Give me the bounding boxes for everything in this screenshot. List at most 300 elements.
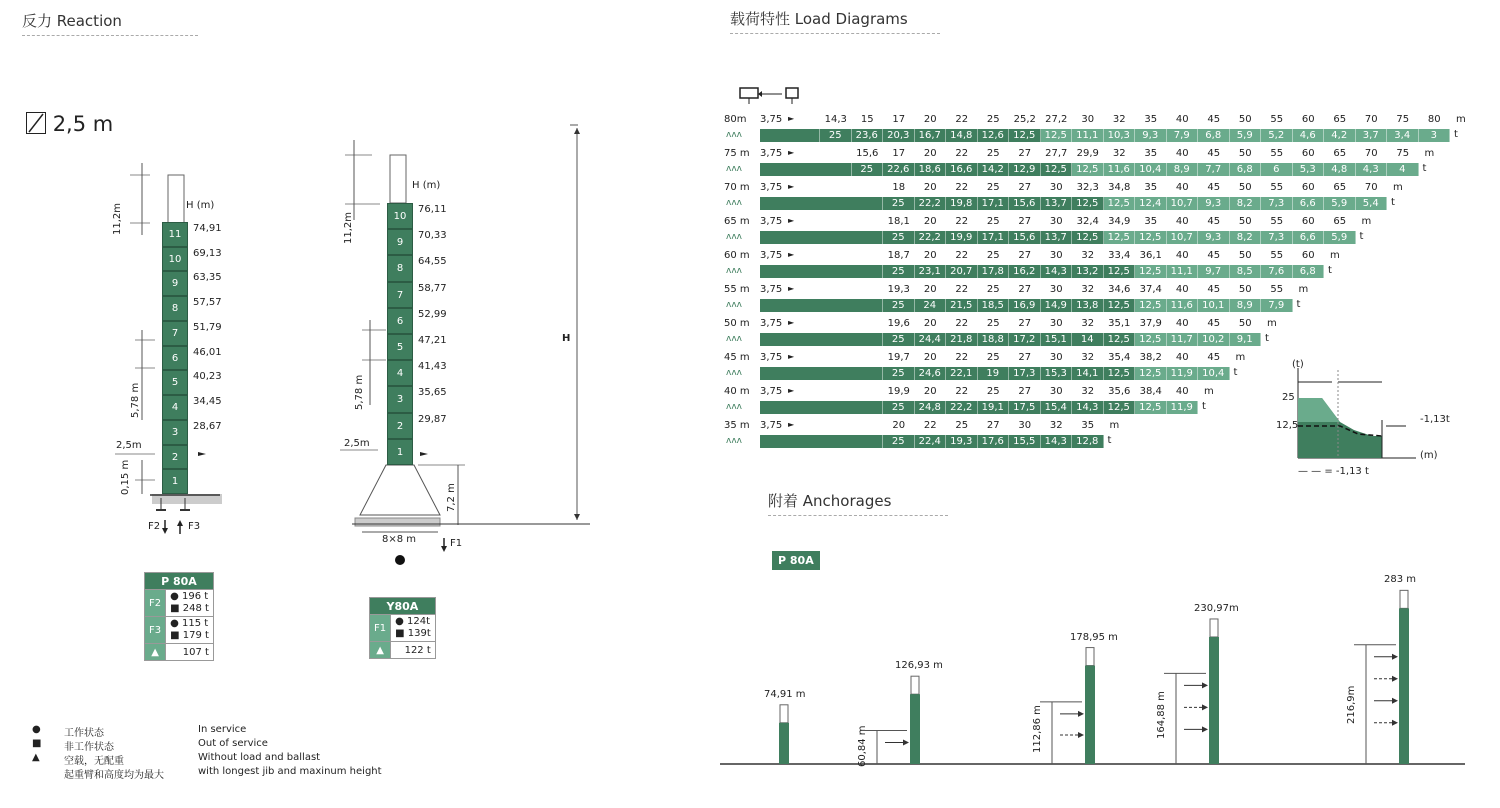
unit-m: m [1267,318,1277,329]
radius-value: 80 [1427,114,1441,125]
load-value: 25 [883,197,915,210]
radius-value: 19,7 [887,352,910,363]
radius-value: 35 [1144,148,1158,159]
tower-top [911,676,919,694]
radius-value: 20 [923,216,937,227]
jib-length: 40 m [724,386,750,397]
y80a-h-label: H (m) [412,180,441,191]
radius-value: 25 [986,352,1000,363]
radius-value: 20 [923,182,937,193]
load-value: 22,6 [883,163,915,176]
tower-height-label: 178,95 m [1070,631,1118,643]
load-value: 25 [883,435,915,448]
jib-length: 60 m [724,250,750,261]
radius-value: 32 [1081,318,1095,329]
load-bar [760,265,1324,278]
radius-value: 27 [1018,386,1032,397]
load-value: 12,5 [1135,299,1167,312]
radius-value: 17 [892,114,906,125]
load-value: 12,9 [1009,163,1041,176]
p80a-dim-top: 11,2m [112,202,123,235]
mast-section: 9 [387,229,413,255]
anchor-dim-label: 60,84 m [857,725,868,768]
radius-value: 70 [1364,182,1378,193]
jib-length: 70 m [724,182,750,193]
load-value: 18,6 [915,163,947,176]
tower-top [1210,619,1218,637]
arrow-icon: ► [788,114,795,123]
load-value: 3 [1419,129,1451,142]
radius-value: 30 [1081,114,1095,125]
y80a-weight-value: 122 t [391,642,436,659]
load-value: 15,6 [1009,197,1041,210]
load-bar-lead [760,231,883,244]
radius-value: 22 [955,250,969,261]
load-bar [760,231,1356,244]
unit-t: t [1265,333,1269,344]
load-value: 6,8 [1198,129,1230,142]
mast-section: 1 [162,469,188,494]
legend-en: Without load and ballast [198,752,321,763]
radius-value: 55 [1270,284,1284,295]
radius-value: 30 [1018,420,1032,431]
radius-value: 27 [1018,352,1032,363]
mast-height-value: 52,99 [418,308,447,320]
hook-icon: ᴧᴧᴧ [726,198,742,208]
radius-value: 22 [955,182,969,193]
p80a-table-header: P 80A [145,573,214,590]
radius-value: 32 [1081,284,1095,295]
unit-t: t [1454,129,1458,140]
radius-value: 25 [986,318,1000,329]
anchorages-area [720,574,1480,770]
y80a-mast [387,203,413,465]
load-bar-lead [760,401,883,414]
mast-section: 4 [387,360,413,386]
radius-value: 32 [1081,352,1095,363]
p80a-dim-side: 2,5m [116,440,142,451]
p80a-heights [193,222,233,494]
unit-t: t [1328,265,1332,276]
radius-value: 27 [1018,318,1032,329]
load-value: 5,9 [1230,129,1262,142]
radius-value: 22 [923,420,937,431]
mast-section: 11 [162,222,188,247]
mast-section: 2 [162,445,188,470]
radius-value: 32 [1081,250,1095,261]
anchorage-tower [910,694,920,764]
p80a-force-left: F2 [148,521,161,532]
y80a-key-f1: F1 [370,615,391,642]
load-value: 18,8 [978,333,1010,346]
load-value: 15,1 [1041,333,1073,346]
load-value: 6,8 [1230,163,1262,176]
arrow-icon: ► [788,284,795,293]
load-value: 22,2 [915,197,947,210]
anchor-arrowhead [1078,732,1084,738]
anchorage-towers [720,580,1480,770]
hook-icon: ᴧᴧᴧ [726,334,742,344]
mast-section: 8 [162,296,188,321]
radius-value: 34,6 [1108,284,1131,295]
load-value: 14,3 [1041,435,1073,448]
p80a-h-label: H (m) [186,200,215,211]
radius-value: 19,6 [887,318,910,329]
load-value: 11,1 [1167,265,1199,278]
p80a-dim-bottom: 0,15 m [120,459,131,495]
arrow-icon: ► [788,182,795,191]
radius-value: 45 [1207,148,1221,159]
load-value: 14,3 [1041,265,1073,278]
load-value: 20,7 [946,265,978,278]
radius-value: 32 [1112,114,1126,125]
unit-t: t [1107,435,1112,446]
load-bar [760,129,1450,142]
load-value: 12,5 [1104,401,1136,414]
load-value: 20,3 [883,129,915,142]
load-bar-lead [760,129,820,142]
load-value: 11,9 [1167,367,1199,380]
radius-value: 22 [955,114,969,125]
anchor-arrowhead [1392,698,1398,704]
radius-value: 32,4 [1076,216,1099,227]
y80a-dim-side: 2,5m [344,438,370,449]
tower-height-label: 74,91 m [764,688,806,700]
load-value: 25 [883,367,915,380]
start-radius: 3,75 [760,284,783,295]
radius-value: 22 [955,318,969,329]
p80a-force-table [144,572,214,661]
unit-t: t [1359,231,1364,242]
radius-value: 35 [1144,216,1158,227]
radius-value: 25,2 [1013,114,1036,125]
radius-value: 27,7 [1045,148,1068,159]
load-value: 22,2 [915,231,947,244]
radius-value: 40 [1175,284,1189,295]
load-value: 12,5 [1104,367,1136,380]
load-value: 17,2 [1009,333,1041,346]
radius-value: 27 [1018,182,1032,193]
load-value: 7,3 [1261,231,1293,244]
load-value: 8,9 [1167,163,1199,176]
radius-value: 50 [1238,182,1252,193]
load-bar [760,197,1387,210]
load-value: 10,4 [1198,367,1230,380]
radius-value: 27 [1018,216,1032,227]
mast-height-value: 64,55 [418,256,447,268]
section-size [26,112,113,136]
radius-value: 20 [892,420,906,431]
tower-top [780,705,788,723]
legend-en: Out of service [198,738,268,749]
start-radius: 3,75 [760,250,783,261]
hook-icon: ᴧᴧᴧ [726,402,742,412]
radius-value: 55 [1270,114,1284,125]
y80a-force: F1 [450,538,463,549]
load-bar-lead [760,435,883,448]
load-value: 7,3 [1261,197,1293,210]
radius-value: 15,6 [856,148,879,159]
unit-m: m [1456,114,1466,125]
radius-value: 32 [1112,148,1126,159]
load-value: 16,2 [1009,265,1041,278]
load-value: 5,9 [1324,197,1356,210]
load-value: 24,8 [915,401,947,414]
radius-value: 35 [1081,420,1095,431]
radius-value: 15 [860,114,874,125]
legend-icon: ■ [32,738,42,749]
unit-t: t [1296,299,1301,310]
p80a-f3-values: ● 115 t ■ 179 t [166,617,214,644]
legend-en: In service [198,724,247,735]
radius-value: 25 [986,284,1000,295]
load-value: 14,9 [1041,299,1073,312]
load-value: 14,3 [1072,401,1104,414]
radius-value: 40 [1175,352,1189,363]
anchor-arrowhead [1392,654,1398,660]
radius-value: 20 [923,386,937,397]
radius-value: 75 [1396,114,1410,125]
weight-icon: ▲ [370,642,391,659]
y80a-f1-values: ● 124t ■ 139t [391,615,436,642]
arrow-icon: ► [788,420,795,429]
radius-value: 25 [986,386,1000,397]
radius-value: 40 [1175,148,1189,159]
legend-cn: 空载，无配重 [64,756,124,767]
radius-value: 40 [1175,250,1189,261]
load-value: 11,9 [1167,401,1199,414]
load-bar-lead [760,163,852,176]
radius-value: 45 [1207,114,1221,125]
load-value: 4,3 [1356,163,1388,176]
load-value: 12,5 [1041,163,1073,176]
load-value: 12,5 [1072,163,1104,176]
load-value: 10,7 [1167,197,1199,210]
load-value: 15,3 [1041,367,1073,380]
jib-length: 45 m [724,352,750,363]
load-bar [760,299,1293,312]
load-value: 19,8 [946,197,978,210]
load-value: 12,5 [1135,265,1167,278]
load-value: 12,5 [1072,231,1104,244]
radius-value: 32,3 [1076,182,1099,193]
mast-height-value: 63,35 [193,272,222,284]
radius-value: 75 [1396,148,1410,159]
mast-height-value: 70,33 [418,230,447,242]
arrow-icon: ► [788,250,795,259]
legend-cn: 非工作状态 [64,742,114,753]
dashed-line-icon: — — [1298,466,1325,477]
radius-value: 27 [1018,148,1032,159]
load-value: 15,6 [1009,231,1041,244]
mast-section: 8 [387,255,413,281]
radius-value: 50 [1238,250,1252,261]
radius-value: 18,7 [887,250,910,261]
load-bar [760,367,1230,380]
radius-value: 30 [1049,386,1063,397]
load-value: 13,2 [1072,265,1104,278]
radius-value: 20 [923,352,937,363]
load-value: 10,3 [1104,129,1136,142]
radius-value: 30 [1049,250,1063,261]
radius-value: 60 [1301,114,1315,125]
radius-value: 20 [923,318,937,329]
radius-value: 50 [1238,148,1252,159]
radius-value: 35,4 [1108,352,1131,363]
radius-value: 14,3 [824,114,847,125]
load-value: 10,2 [1198,333,1230,346]
load-value: 10,1 [1198,299,1230,312]
load-value: 12,5 [1104,333,1136,346]
mini-y-125: 12,5 [1276,420,1299,431]
radius-value: 33,4 [1108,250,1131,261]
load-value: 18,5 [978,299,1010,312]
radius-value: 22 [955,148,969,159]
arrow-icon: ► [788,352,795,361]
legend-icon: ● [32,724,41,735]
load-bar [760,163,1419,176]
radius-value: 45 [1207,216,1221,227]
load-value: 11,7 [1167,333,1199,346]
load-value: 25 [883,333,915,346]
tower-height-label: 230,97m [1194,602,1239,614]
tower-height-label: 283 m [1384,574,1417,586]
load-value: 25 [883,231,915,244]
mast-section: 5 [162,370,188,395]
load-mini-chart [1276,360,1436,470]
unit-m: m [1330,250,1340,261]
load-bar [760,435,1104,448]
hook-icon: ᴧᴧᴧ [726,368,742,378]
load-value: 8,2 [1230,231,1262,244]
radius-value: 19,3 [887,284,910,295]
anchor-arrowhead [1202,682,1208,688]
load-value: 7,9 [1261,299,1293,312]
mini-y-25: 25 [1282,392,1295,403]
load-value: 25 [883,401,915,414]
load-value: 5,2 [1261,129,1293,142]
radius-value: 65 [1333,216,1347,227]
load-bar [760,401,1198,414]
radius-value: 22 [955,352,969,363]
load-value: 12,5 [1135,231,1167,244]
anchorage-tower [1209,637,1219,764]
load-value: 5,9 [1324,231,1356,244]
hook-icon: ᴧᴧᴧ [726,130,742,140]
radius-value: 25 [986,148,1000,159]
y80a-tower-lines [340,120,590,570]
load-value: 4,8 [1324,163,1356,176]
radius-value: 40 [1175,114,1189,125]
arrow-icon: ► [788,386,795,395]
radius-value: 65 [1333,114,1347,125]
radius-value: 60 [1301,182,1315,193]
mast-height-value: 41,43 [418,361,447,373]
load-value: 17,1 [978,197,1010,210]
load-bar-lead [760,299,883,312]
load-value: 12,5 [1104,299,1136,312]
anchor-dim-label: 216,9m [1346,685,1357,725]
jib-length: 75 m [724,148,750,159]
start-radius: 3,75 [760,318,783,329]
unit-m: m [1424,148,1435,159]
radius-value: 45 [1207,284,1221,295]
load-value: 19,1 [978,401,1010,414]
radius-value: 70 [1364,148,1378,159]
radius-value: 50 [1238,318,1252,329]
anchorage-tower [1399,608,1409,764]
radius-value: 18,1 [887,216,910,227]
load-value: 7,7 [1198,163,1230,176]
anchorage-tower [779,723,789,764]
anchor-arrowhead [1078,711,1084,717]
unit-t: t [1233,367,1238,378]
reaction-title: 反力 Reaction [22,10,198,36]
mast-section: 10 [387,203,413,229]
load-value: 17,5 [1009,401,1041,414]
p80a-weight-value: 107 t [166,644,214,661]
mast-height-value: 57,57 [193,297,222,309]
radius-value: 20 [923,114,937,125]
load-value: 17,3 [1009,367,1041,380]
load-value: 22,1 [946,367,978,380]
start-radius: 3,75 [760,182,783,193]
load-value: 13,8 [1072,299,1104,312]
mast-height-value: 47,21 [418,335,447,346]
y80a-dim-h: H [562,333,571,344]
radius-value: 38,4 [1139,386,1162,397]
load-value: 17,8 [978,265,1010,278]
start-radius: 3,75 [760,420,783,431]
load-value: 22,2 [946,401,978,414]
y80a-force-table [369,597,436,659]
arrow-icon: ► [788,318,795,327]
unit-m: m [1393,182,1403,193]
p80a-f2-values: ● 196 t ■ 248 t [166,590,214,617]
mast-height-value: 74,91 [193,223,222,234]
load-value: 25 [883,265,915,278]
load-value: 21,5 [946,299,978,312]
jib-length: 50 m [724,318,750,329]
load-value: 17,1 [978,231,1010,244]
radius-value: 30 [1049,182,1063,193]
load-value: 5,4 [1356,197,1388,210]
mast-section: 4 [162,395,188,420]
unit-t: t [1202,401,1206,412]
radius-value: 35 [1144,114,1158,125]
mast-section: 6 [387,308,413,334]
mast-height-value: 29,87 [418,413,447,425]
start-radius: 3,75 [760,352,783,363]
load-value: 11,6 [1167,299,1199,312]
radius-value: 60 [1301,250,1315,261]
anchorage-tower [1085,666,1095,764]
load-value: 6 [1261,163,1293,176]
radius-value: 27 [1018,250,1032,261]
radius-value: 35,1 [1108,318,1131,329]
load-value: 7,6 [1261,265,1293,278]
load-value: 11,6 [1104,163,1136,176]
arrow-icon: ► [788,148,795,157]
load-value: 9,3 [1135,129,1167,142]
radius-value: 60 [1301,216,1315,227]
anchor-arrowhead [903,740,909,746]
unit-t: t [1391,197,1395,208]
hook-icon: ᴧᴧᴧ [726,232,742,242]
load-value: 12,8 [1072,435,1104,448]
mast-section: 7 [162,321,188,346]
tower-top [1400,590,1408,608]
